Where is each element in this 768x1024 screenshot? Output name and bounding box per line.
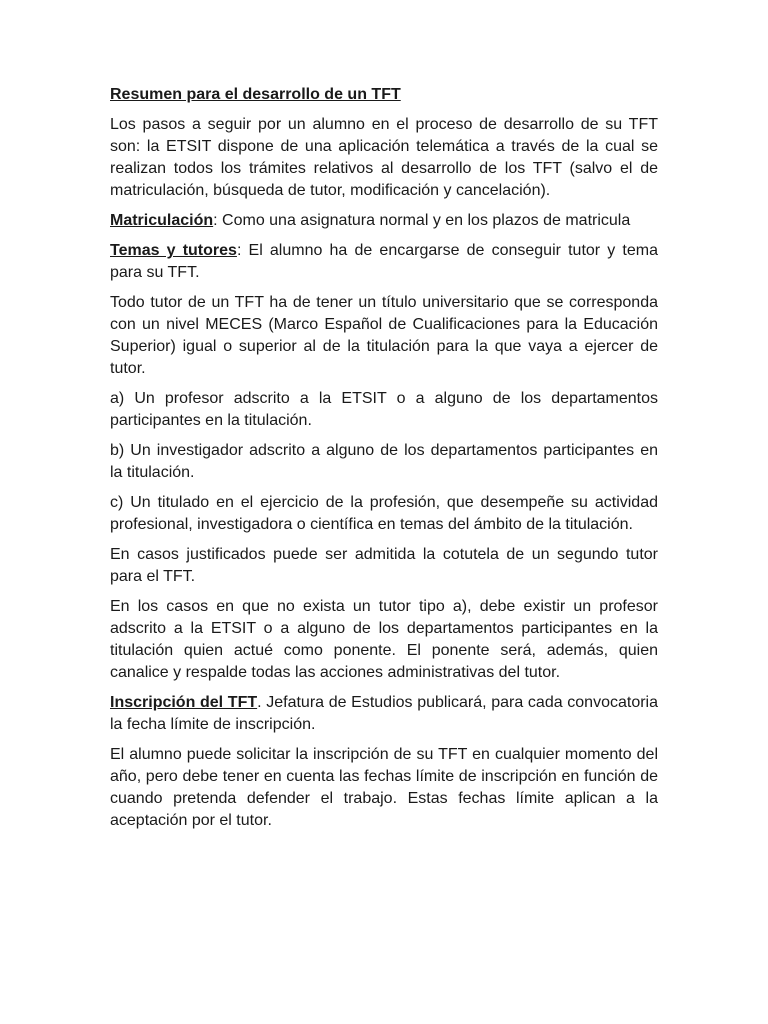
matriculacion-paragraph [110,210,658,232]
cotutela-paragraph: En casos justificados puede ser admitida la cotutela de un segundo tutor para el TFT. [110,546,658,585]
tutor-requirement-paragraph: Todo tutor de un TFT ha de tener un título universitario que se corresponda con un nivel MECES (Marco Español de Cualificaciones para la Educación Superior) igual o superior al de la titulación para la que vaya a ejercer de tutor. [110,294,658,377]
option-b-paragraph: b) Un investigador adscrito a alguno de los departamentos participantes en la titulación. [110,442,658,481]
option-c-paragraph: c) Un titulado en el ejercicio de la profesión, que desempeñe su actividad profesional, investigadora o científica en temas del ámbito de la titulación. [110,494,658,533]
document-page [110,84,658,840]
solicitud-paragraph: El alumno puede solicitar la inscripción de su TFT en cualquier momento del año, pero debe tener en cuenta las fechas límite de inscripción en función de cuando pretenda defender el trabajo. Estas fechas límite aplican a la aceptación por el tutor. [110,746,658,829]
temas-text: : El alumno ha de encargarse de conseguir tutor y tema para su TFT. [110,242,658,281]
document-title: Resumen para el desarrollo de un TFT [110,86,401,103]
matriculacion-text: : Como una asignatura normal y en los plazos de matricula [213,212,631,229]
intro-paragraph: Los pasos a seguir por un alumno en el proceso de desarrollo de su TFT son: la ETSIT dispone de una aplicación telemática a través de la cual se realizan todos los trámites relativos al desarrollo de los TFT (salvo el de matriculación, búsqueda de tutor, modificación y cancelación). [110,116,658,199]
inscripcion-text: . Jefatura de Estudios publicará, para cada convocatoria la fecha límite de inscripción. [110,694,658,733]
temas-paragraph [110,240,658,284]
option-a-paragraph: a) Un profesor adscrito a la ETSIT o a alguno de los departamentos participantes en la titulación. [110,390,658,429]
inscripcion-paragraph [110,692,658,736]
matriculacion-heading: Matriculación [110,212,214,229]
inscripcion-heading: Inscripción del TFT [110,694,258,711]
ponente-paragraph: En los casos en que no exista un tutor tipo a), debe existir un profesor adscrito a la ETSIT o a alguno de los departamentos participantes en la titulación quien actué como ponente. El ponente será, además, quien canalice y respalde todas las acciones administrativas del tutor. [110,598,658,681]
temas-heading: Temas y tutores [110,242,237,259]
